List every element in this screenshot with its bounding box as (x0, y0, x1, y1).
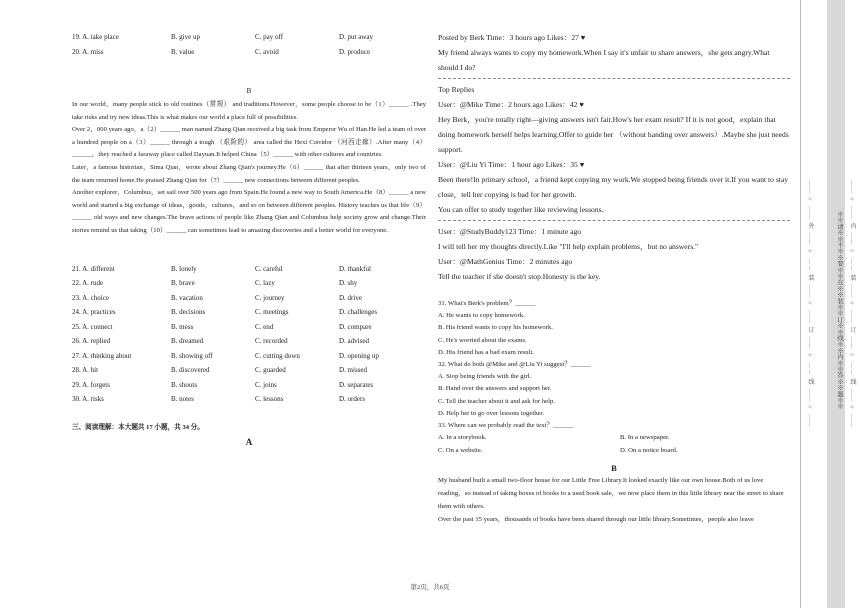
answer-option: D. His friend has a bad exam result. (438, 348, 535, 356)
passage-b-para-2: Over the past 15 years，thousands of books have been shared through our little library.Sometimes，people also leave (438, 515, 755, 523)
option-text: C. journey (255, 293, 285, 302)
answer-option: B. His friend wants to copy his homework. (438, 324, 553, 332)
option-row (72, 45, 426, 60)
top-replies-label: Top Replies (438, 85, 475, 94)
reply-text-mathgenius: Tell the teacher if she doesn't stop.Honesty is the key. (438, 272, 601, 281)
option-row (72, 349, 426, 364)
answer-option: D. Help her to go over lessons together. (438, 409, 545, 417)
option-row (72, 291, 426, 306)
option-text: C. cutting down (255, 351, 300, 360)
divider (438, 78, 790, 79)
left-column (72, 30, 426, 447)
option-text: D. compare (339, 322, 372, 331)
option-text: C. end (255, 322, 274, 331)
question-31: 31. What's Berk's problem？______ (438, 300, 536, 307)
answer-option: A. He wants to copy homework. (438, 312, 525, 320)
post-meta: Posted by Berk Time：3 hours ago Likes：27 ♥ (438, 33, 586, 42)
answer-option: C. On a website. (438, 446, 483, 454)
right-column (438, 30, 790, 527)
reply-text-studybuddy: I will tell her my thoughts directly.Like "I'll help explain problems，but no answers." (438, 242, 699, 251)
answer-option: A. In a storybook. (438, 434, 487, 442)
binding-marks-inner: …… ○ …… 内 …… ○ …… 装 …… ○ …… 订 …… ○ …… 线 …… ○ …… (849, 180, 855, 428)
option-row (72, 334, 426, 349)
answer-option-row (438, 445, 790, 458)
questions-block (438, 298, 790, 457)
option-text: D. missed (339, 366, 367, 375)
passage-paragraph: In our world，many people stick to old routines（常规） and traditions.However，some people choose to be（1）______ .They take risks and try new ideas.This is what makes our world a place full of possibilities. (72, 101, 426, 121)
passage-paragraph: Over 2，000 years ago，a（2）______ man named Zhang Qian received a big task from Emperor Wu of Han.He led a team of over a hundred people on a（3）______ through a tough （艰险的） area called the Hexi Corridor （河西走廊）.After many（4）______，they reached a faraway place called Dayuan.It helped China（5）______ with other cultures and countries. (72, 126, 426, 159)
option-text: B. discovered (171, 366, 210, 375)
option-row (72, 320, 426, 335)
option-text: D. opening up (339, 351, 379, 360)
option-text: C. recorded (255, 337, 288, 346)
option-text: C. lessons (255, 395, 284, 404)
reply-text-liu-2: You can offer to study together like reviewing lessons. (438, 205, 604, 214)
option-text: C. avoid (255, 47, 279, 56)
option-row (72, 30, 426, 45)
passage-paragraph: Later，a famous historian，Sima Qian，wrote about Zhang Qian's journey.He（6）______ that after thirteen years，only two of the team returned home.He praised Zhang Qian for（7）______ new connections between different peoples. (72, 163, 426, 184)
reply-meta-mike: User：@Mike Time：2 hours ago Likes：42 ♥ (438, 100, 584, 109)
option-row (72, 363, 426, 378)
answer-option-row (438, 432, 790, 445)
option-text: 25. A. connect (72, 322, 113, 331)
question-33: 33. Where can we probably read the text？______ (438, 422, 574, 430)
option-text: D. orders (339, 395, 366, 404)
answer-option: A. Stop being friends with the girl. (438, 373, 532, 381)
option-text: D. shy (339, 279, 358, 288)
question-32-options (438, 371, 790, 420)
option-row (72, 392, 426, 407)
option-text: 19. A. take place (72, 33, 119, 41)
reply-text-mike: Hey Berk，you're totally right—giving answers isn't fair.How's her exam result? If it is not good，explain that doing homework herself helps learning.Offer to guide her （without handing over answers）.Maybe she just needs support. (438, 115, 789, 154)
option-text: 20. A. miss (72, 47, 104, 56)
passage-b-para-1: My husband built a small two-floor house for our Little Free Library.It looked exactly like our own house.Both of us love reading，so instead of taking boxes of books to a used book sale，we now place them in this little library near the street to share them with others. (438, 477, 784, 511)
option-text: 23. A. choice (72, 293, 109, 302)
reply-meta-mathgenius: User：@MathGenius Time：2 minutes ago (438, 257, 573, 266)
passage-paragraph: Another explorer，Columbus，set sail over 500 years ago from Spain.He found a new way to South America.He（8）______ a new world and started a big exchange of ideas，goods，cultures，and so on between different peoples. History teaches us that life（9）______ old ways and new changes.The brave actions of people like Zhang Qian and Columbus help society grow and change.Their stories remind us that taking（10）______ can sometimes lead to amazing discoveries and a better world for everyone. (72, 189, 426, 234)
page-footer: 第2页，共6页 (410, 584, 450, 591)
option-text: D. advised (339, 337, 369, 346)
binding-notice: ※※请※※不※※要※※在※※装※※订※※线※※内※※答※※题※※ (836, 210, 843, 410)
option-text: D. drive (339, 293, 362, 302)
divider (438, 220, 790, 221)
option-text: B. give up (171, 33, 200, 41)
option-text: B. decisions (171, 308, 206, 317)
option-text: C. joins (255, 380, 277, 389)
answer-option: B. In a newspaper. (620, 434, 670, 442)
option-text: 28. A. hit (72, 366, 99, 375)
option-text: D. challenges (339, 308, 378, 317)
option-text: D. produce (339, 47, 371, 56)
option-row (72, 276, 426, 291)
reply-text-liu: Been there!In primary school，a friend kept copying my work.We stopped being friends over it.If you want to stay close，tell her copying is bad for her growth. (438, 175, 789, 199)
option-text: B. showing off (171, 351, 213, 360)
option-text: 22. A. rude (72, 279, 104, 288)
option-text: 24. A. practices (72, 308, 116, 317)
options-top (72, 30, 426, 59)
binding-margin (800, 0, 860, 608)
section-b-heading: B (246, 87, 252, 95)
option-text: B. shoots (171, 380, 198, 389)
option-text: 21. A. different (72, 264, 115, 273)
option-text: B. vacation (171, 293, 203, 302)
option-text: 27. A. thinking about (72, 351, 132, 360)
binding-marks-outer: …… ○ …… 外 …… ○ …… 装 …… ○ …… 订 …… ○ …… 线 …… ○ …… (807, 180, 813, 428)
option-row (72, 378, 426, 393)
option-row (72, 262, 426, 277)
option-row (72, 305, 426, 320)
option-text: 30. A. risks (72, 395, 104, 404)
passage-b (72, 99, 426, 238)
answer-option: D. On a notice board. (620, 446, 678, 454)
answer-option: B. Hand over the answers and support her. (438, 385, 552, 393)
option-text: D. separates (339, 380, 374, 389)
option-text: C. meetings (255, 308, 289, 317)
reply-meta-studybuddy: User：@StudyBuddy123 Time：1 minute ago (438, 227, 582, 236)
option-text: C. guarded (255, 366, 286, 375)
answer-option: C. He's worried about the exams. (438, 336, 527, 344)
question-32: 32. What do both @Mike and @Liu Yi suggest？______ (438, 361, 591, 369)
option-text: B. brave (171, 279, 195, 288)
option-text: B. notes (171, 395, 194, 404)
post-text: My friend always wants to copy my homework.When I say it's unfair to share answers，she gets angry.What should I do? (438, 48, 770, 72)
reply-meta-liu: User：@Liu Yi Time：1 hour ago Likes：35 ♥ (438, 160, 585, 169)
question-31-options (438, 310, 790, 359)
option-text: D. thankful (339, 264, 371, 273)
section-3-a-heading: A (245, 436, 253, 447)
option-text: 29. A. forgets (72, 380, 110, 389)
option-text: 26. A. replied (72, 337, 111, 346)
option-text: B. lonely (171, 264, 197, 273)
options-bottom (72, 262, 426, 407)
option-text: B. mess (171, 322, 194, 331)
question-33-options (438, 432, 790, 457)
answer-option: C. Tell the teacher about it and ask for help. (438, 397, 555, 405)
passage-b-heading: B (611, 463, 617, 474)
option-text: D. put away (339, 33, 374, 41)
section-3-title: 三、阅读理解：本大题共 17 小题，共 34 分。 (72, 423, 204, 431)
option-text: B. value (171, 47, 195, 56)
option-text: B. dreamed (171, 337, 204, 346)
option-text: C. lazy (255, 279, 275, 288)
option-text: C. pay off (255, 33, 284, 41)
option-text: C. careful (255, 264, 283, 273)
